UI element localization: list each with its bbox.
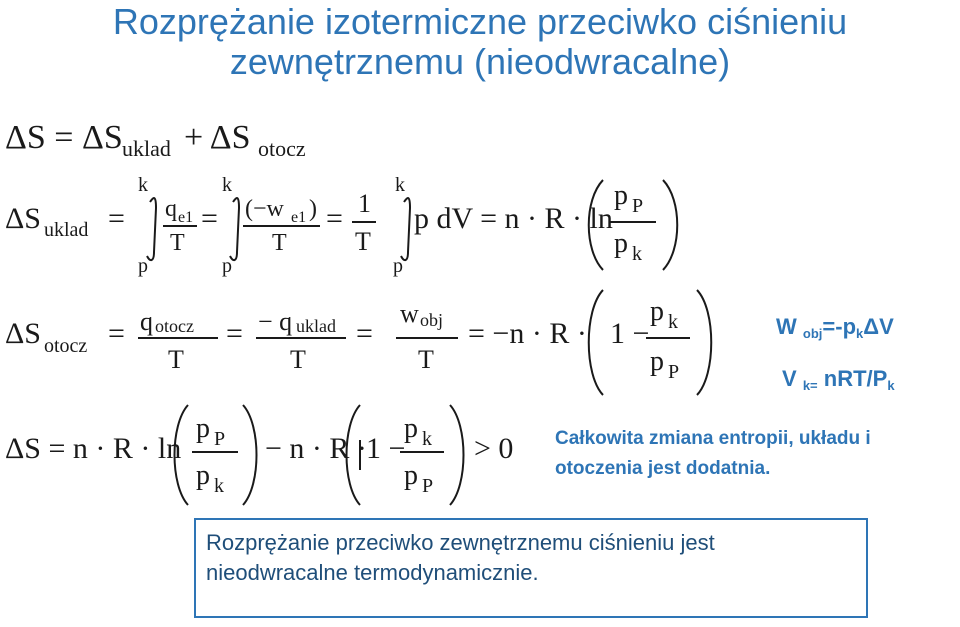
svg-text:w: w [400,299,419,328]
svg-text:q: q [140,307,153,336]
svg-text:k: k [422,428,432,450]
volume-formula-note: V $_{k=}$ nRT/$P_k$ [782,366,895,393]
svg-text:− n · R ·: − n · R · [265,432,367,465]
svg-text:k: k [222,174,232,196]
svg-text:e1: e1 [291,209,307,226]
svg-text:obj: obj [420,310,444,330]
svg-text:p: p [393,255,403,277]
svg-text:= −n · R ·: = −n · R · [468,317,587,350]
svg-text:> 0: > 0 [474,432,514,465]
entropy-summary: Całkowita zmiana entropii, układu i otoczenia jest dodatnia. [555,428,871,479]
svg-text:uklad: uklad [296,316,336,336]
svg-text:T: T [355,227,371,256]
svg-text:k: k [138,174,148,196]
svg-text:=: = [356,317,373,350]
svg-text:P: P [214,428,226,450]
svg-text:− q: − q [258,307,293,336]
equation-surroundings-entropy [5,290,711,395]
conclusion-line-2: nieodwracalne termodynamicznie. [206,560,539,585]
svg-text:p: p [404,460,418,491]
svg-text:uklad: uklad [122,136,171,161]
svg-text:p: p [650,346,664,377]
svg-text:ΔS: ΔS [5,202,41,235]
svg-text:T: T [168,345,184,374]
svg-text:p: p [650,296,664,327]
conclusion-box [194,518,868,618]
svg-text:T: T [290,345,306,374]
svg-text:ΔS = n · R · ln: ΔS = n · R · ln [5,432,182,465]
svg-text:p: p [614,180,628,211]
svg-text:=: = [108,202,125,235]
svg-text:1 −: 1 − [610,317,650,350]
svg-text:k: k [395,174,405,196]
svg-text:k: k [668,311,678,333]
svg-text:(−w: (−w [245,196,284,222]
svg-text:=: = [201,202,218,235]
svg-text:otocz: otocz [258,136,306,161]
equation-total-positive [5,405,513,505]
conclusion-line-1: Rozprężanie przeciwko zewnętrznemu ciśnieniu jest [206,530,715,555]
title-line-2: zewnętrznemu (nieodwracalne) [229,41,731,82]
svg-text:p: p [614,228,628,259]
svg-text:p: p [222,255,232,277]
svg-text:p: p [138,255,148,277]
svg-text:=: = [326,202,343,235]
svg-text:ΔS: ΔS [5,317,41,350]
svg-text:uklad: uklad [44,219,89,241]
svg-text:ΔS = ΔS: ΔS = ΔS [5,119,123,156]
svg-text:1: 1 [358,189,371,218]
equation-total-entropy [5,119,306,161]
svg-text:otocz: otocz [155,316,194,336]
svg-text:e1: e1 [178,209,194,226]
svg-text:P: P [632,195,644,217]
svg-text:T: T [418,345,434,374]
title-line-1: Rozprężanie izotermiczne przeciwko ciśnieniu [112,1,848,42]
svg-text:=: = [226,317,243,350]
svg-text:): ) [309,196,317,222]
svg-text:otocz: otocz [44,335,88,357]
work-formula-note: W $_{obj}=-p_k\Delta V$ [776,314,894,341]
svg-text:=: = [108,317,125,350]
svg-text:p dV = n · R · ln: p dV = n · R · ln [414,202,613,235]
svg-text:+ ΔS: + ΔS [184,119,251,156]
svg-text:P: P [422,475,434,497]
svg-text:T: T [272,230,287,256]
svg-text:1 −: 1 − [366,432,406,465]
svg-text:T: T [170,230,185,256]
svg-text:p: p [196,460,210,491]
svg-text:p: p [196,413,210,444]
svg-text:q: q [165,196,177,222]
svg-text:k: k [214,475,224,497]
equation-system-entropy [5,174,677,277]
svg-text:k: k [632,243,642,265]
svg-text:P: P [668,361,680,383]
svg-text:p: p [404,413,418,444]
